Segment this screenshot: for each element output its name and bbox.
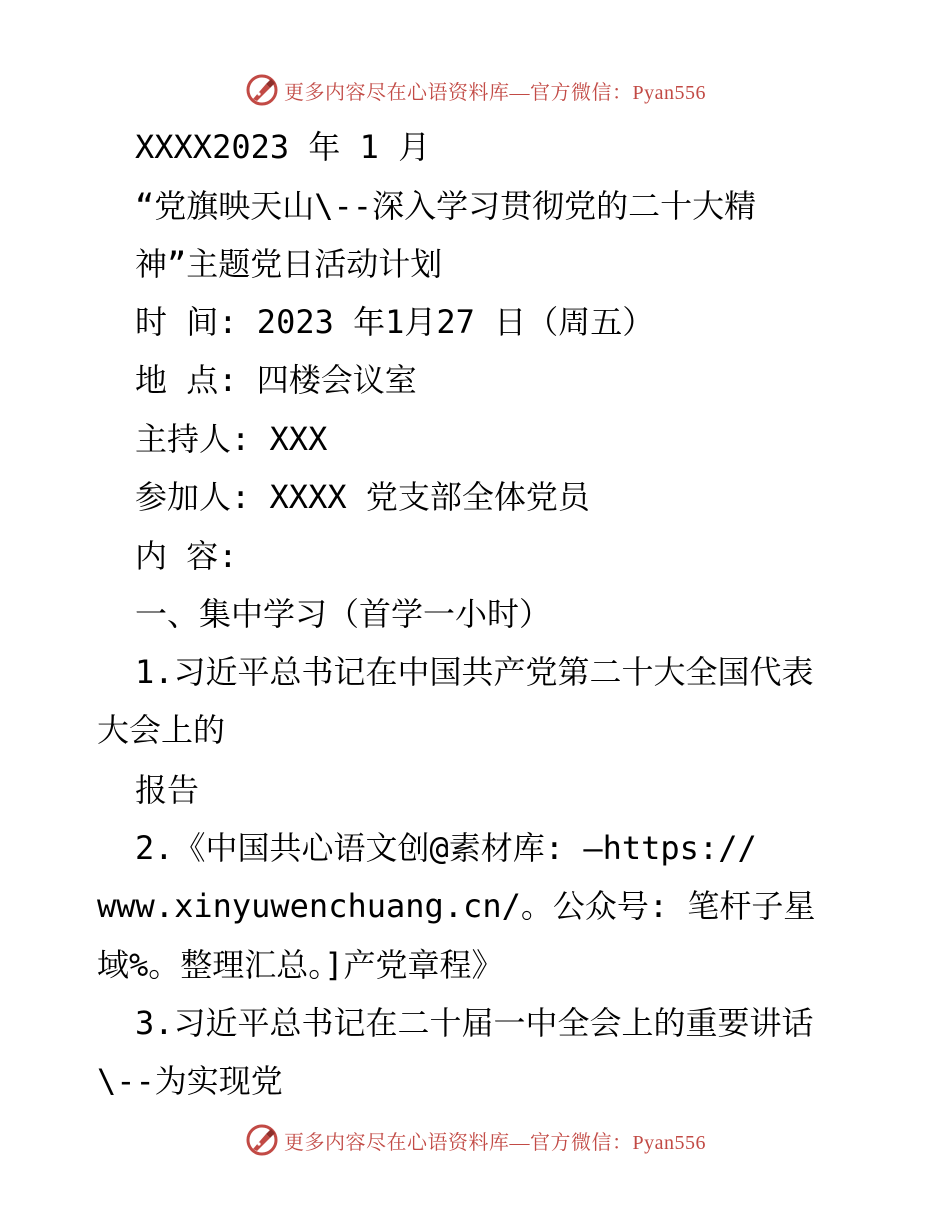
section-heading-1: 一、集中学习（首学一小时） (135, 595, 552, 633)
item-2-line-1: 2.《中国共心语文创@素材库: —https:// (135, 829, 757, 867)
pen-logo-icon (244, 1122, 280, 1158)
item-2-line-2: www.xinyuwenchuang.cn/。公众号: 笔杆子星 (97, 887, 816, 925)
time-line: 时 间: 2023 年1月27 日（周五） (135, 303, 655, 341)
item-2-line-3: 域%。整理汇总。]产党章程》 (97, 946, 504, 984)
title-line-1: “党旗映天山\--深入学习贯彻党的二十大精 (135, 187, 757, 225)
item-3-line-2: \--为实现党 (97, 1062, 283, 1100)
item-1-line-3: 报告 (135, 771, 200, 809)
content-label: 内 容: (135, 537, 238, 575)
title-line-2: 神”主题党日活动计划 (135, 245, 443, 283)
item-1-line-1: 1.习近平总书记在中国共产党第二十大全国代表 (135, 653, 814, 691)
host-line: 主持人: XXX (135, 420, 328, 458)
participants-line: 参加人: XXXX 党支部全体党员 (135, 478, 590, 516)
item-3-line-1: 3.习近平总书记在二十届一中全会上的重要讲话 (135, 1004, 814, 1042)
pen-logo-icon (244, 72, 280, 108)
watermark-text: 更多内容尽在心语资料库—官方微信：Pyan556 (284, 1131, 706, 1154)
footer-watermark-banner (0, 1120, 950, 1160)
watermark-text: 更多内容尽在心语资料库—官方微信：Pyan556 (284, 81, 706, 104)
item-1-line-2: 大会上的 (97, 711, 226, 749)
place-line: 地 点: 四楼会议室 (135, 361, 417, 399)
header-watermark-banner (0, 70, 950, 110)
date-line: XXXX2023 年 1 月 (135, 128, 431, 166)
